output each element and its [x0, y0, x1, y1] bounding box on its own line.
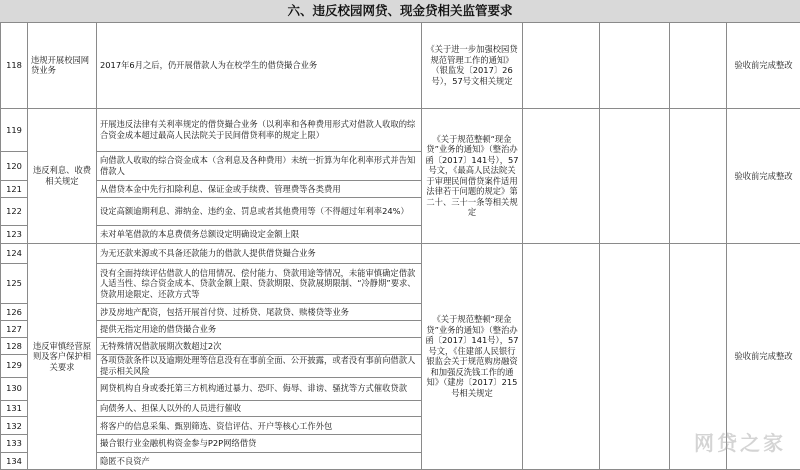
content-cell: 从借贷本金中先行扣除利息、保证金或手续费、管理费等各类费用: [97, 181, 422, 198]
requirement-cell: 验收前完成整改: [727, 243, 800, 469]
empty-cell: [523, 23, 600, 109]
content-cell: 涉及房地产配资，包括开展首付贷、过桥贷、尾款贷、赎楼贷等业务: [97, 304, 422, 321]
row-number: 121: [1, 181, 28, 198]
content-cell: 提供无指定用途的借贷撮合业务: [97, 321, 422, 338]
checklist-table: [0, 22, 800, 470]
content-cell: 各项贷款条件以及逾期处理等信息没有在事前全面、公开披露，或者没有事前向借款人提示相关风险: [97, 354, 422, 377]
row-number: 134: [1, 453, 28, 470]
empty-cell: [600, 108, 670, 243]
content-cell: 设定高额逾期利息、滞纳金、违约金、罚息或者其他费用等（不得超过年利率24%）: [97, 197, 422, 225]
empty-cell: [600, 243, 670, 469]
row-number: 124: [1, 243, 28, 263]
row-number: 128: [1, 337, 28, 354]
requirement-cell: 验收前完成整改: [727, 23, 800, 109]
content-cell: 将客户的信息采集、甄别筛选、资信评估、开户等核心工作外包: [97, 417, 422, 435]
row-number: 131: [1, 400, 28, 417]
table-row: [1, 108, 800, 151]
empty-cell: [523, 243, 600, 469]
basis-cell: 《关于规范整顿“现金贷”业务的通知》（整治办函〔2017〕141号），57号文，《最高人民法院关于审理民间借贷案件适用法律若干问题的规定》第二十、三十一条等相关规定: [422, 108, 523, 243]
section-title: 六、违反校园网贷、现金贷相关监管要求: [0, 0, 800, 23]
table-row: [1, 23, 800, 109]
row-number: 122: [1, 197, 28, 225]
content-cell: 撮合银行业金融机构资金参与P2P网络借贷: [97, 435, 422, 453]
content-cell: 没有全面持续评估借款人的信用情况、偿付能力、贷款用途等情况，未能审慎确定借款人适当性、综合资金成本、贷款金额上限、贷款期限、贷款展期限制、“冷静期”要求、贷款用途限定、还款方式等: [97, 263, 422, 304]
category-cell: 违反审慎经营原则及客户保护相关要求: [28, 243, 97, 469]
content-cell: 无特殊情况借款展期次数超过2次: [97, 337, 422, 354]
row-number: 133: [1, 435, 28, 453]
basis-cell: 《关于规范整顿“现金贷”业务的通知》（整治办函〔2017〕141号），57号文，《住建部人民银行银监会关于规范购房融资和加强反洗钱工作的通知》（建房〔2017〕215号相关规定: [422, 243, 523, 469]
empty-cell: [670, 108, 727, 243]
content-cell: 未对单笔借款的本息费债务总额设定明确设定金额上限: [97, 226, 422, 244]
empty-cell: [670, 23, 727, 109]
requirement-cell: 验收前完成整改: [727, 108, 800, 243]
content-cell: 为无还款来源或不具备还款能力的借款人提供借贷撮合业务: [97, 243, 422, 263]
row-number: 125: [1, 263, 28, 304]
category-cell: 违反利息、收费相关规定: [28, 108, 97, 243]
content-cell: 网贷机构自身或委托第三方机构通过暴力、恐吓、侮辱、诽谤、骚扰等方式催收贷款: [97, 377, 422, 400]
content-cell: 向债务人、担保人以外的人员进行催收: [97, 400, 422, 417]
row-number: 126: [1, 304, 28, 321]
watermark-logo: 网贷之家: [694, 431, 786, 455]
row-number: 129: [1, 354, 28, 377]
content-cell: 开展违反法律有关利率规定的借贷撮合业务（以利率和各种费用形式对借款人收取的综合资金成本超过最高人民法院关于民间借贷利率的规定上限）: [97, 108, 422, 151]
row-number: 123: [1, 226, 28, 244]
content-cell: 向借款人收取的综合资金成本（含利息及各种费用）未统一折算为年化利率形式并告知借款人: [97, 151, 422, 180]
empty-cell: [600, 23, 670, 109]
table-row: [1, 243, 800, 263]
basis-cell: 《关于进一步加强校园贷规范管理工作的通知》（银监发〔2017〕26号），57号文相关规定: [422, 23, 523, 109]
row-number: 120: [1, 151, 28, 180]
empty-cell: [523, 108, 600, 243]
row-number: 130: [1, 377, 28, 400]
row-number: 132: [1, 417, 28, 435]
content-cell: 2017年6月之后，仍开展借款人为在校学生的借贷撮合业务: [97, 23, 422, 109]
content-cell: 隐匿不良资产: [97, 453, 422, 470]
category-cell: 违规开展校园网贷业务: [28, 23, 97, 109]
row-number: 127: [1, 321, 28, 338]
row-number: 119: [1, 108, 28, 151]
row-number: 118: [1, 23, 28, 109]
